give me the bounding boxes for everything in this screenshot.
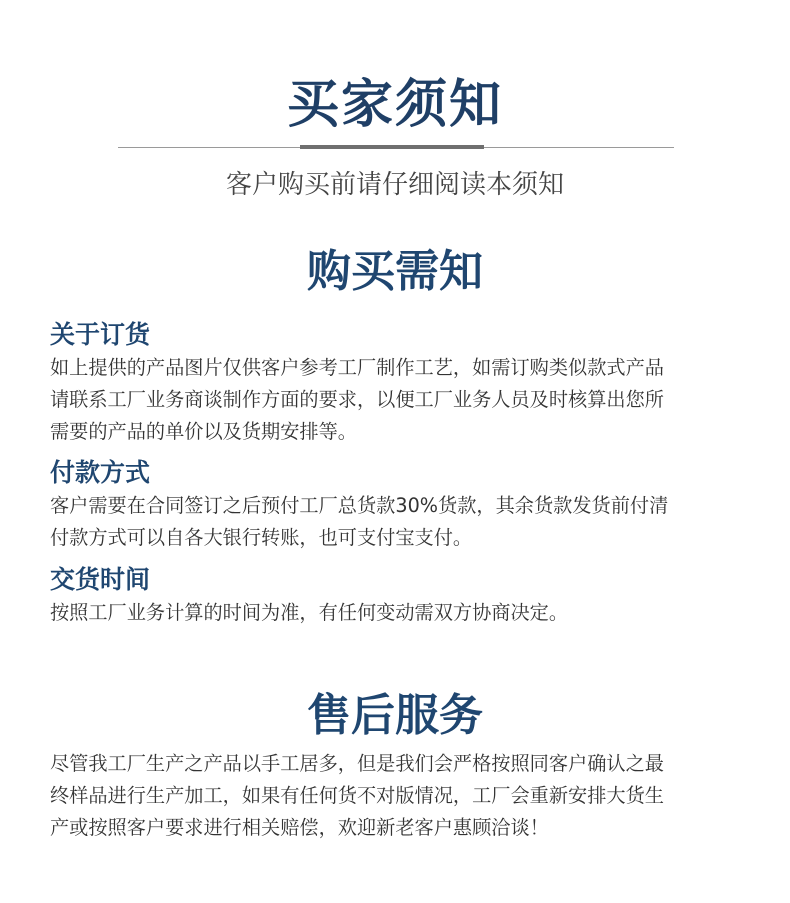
page-title: 买家须知 [286,75,503,135]
after-sales-title: 售后服务 [307,690,483,741]
paragraph-line: 如上提供的产品图片仅供客户参考工厂制作工艺，如需订购类似款式产品 [50,356,664,379]
paragraph-line: 终样品进行生产加工，如果有任何货不对版情况，工厂会重新安排大货生 [50,784,664,807]
paragraph-line: 客户需要在合同签订之后预付工厂总货款30%货款，其余货款发货前付清 [50,494,669,517]
after-sales-paragraph [50,748,750,844]
paragraph-line: 请联系工厂业务商谈制作方面的要求，以便工厂业务人员及时核算出您所 [50,388,664,411]
payment-heading: 付款方式 [50,458,151,487]
ordering-paragraph [50,352,750,448]
payment-paragraph [50,490,750,554]
page-subtitle: 客户购买前请仔细阅读本须知 [225,170,564,200]
delivery-heading: 交货时间 [50,565,151,594]
paragraph-line: 按照工厂业务计算的时间为准，有任何变动需双方协商决定。 [50,601,569,624]
purchase-notice-title: 购买需知 [307,246,483,297]
paragraph-line: 需要的产品的单价以及货期安排等。 [50,420,357,443]
ordering-heading: 关于订货 [50,320,151,349]
delivery-paragraph [50,597,750,629]
paragraph-line: 付款方式可以自各大银行转账，也可支付宝支付。 [50,526,473,549]
title-divider-accent [300,145,484,149]
paragraph-line: 尽管我工厂生产之产品以手工居多，但是我们会严格按照同客户确认之最 [50,752,664,775]
paragraph-line: 产或按照客户要求进行相关赔偿，欢迎新老客户惠顾洽谈！ [50,816,549,839]
